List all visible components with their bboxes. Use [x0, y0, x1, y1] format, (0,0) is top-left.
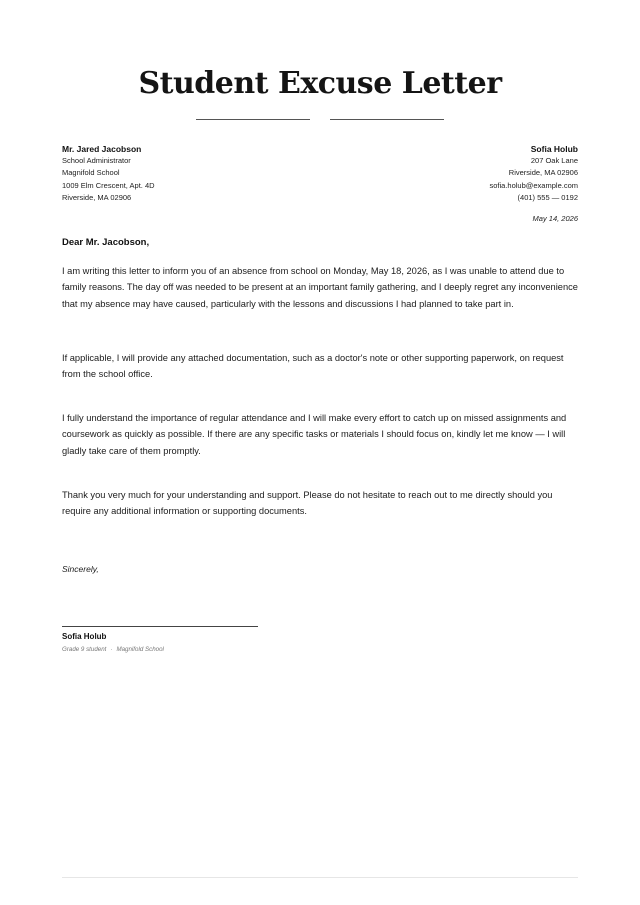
body-paragraph-1: I am writing this letter to inform you of an absence from school on Monday, May 18, 2026, as I was unable to attend due to family reasons. The day off was needed to be present at an important family gathering, and I deeply regret any inconvenience that my absence may have caused, particularly with the lessons and discussions I had planned to take part in.: [62, 266, 578, 309]
sender-name: Sofia Holub: [530, 144, 578, 154]
signature-role: Grade 9 student: [62, 646, 107, 653]
recipient-city: Riverside, MA 02906: [62, 193, 132, 203]
recipient-address-block: [62, 143, 312, 205]
letter-page: [62, 0, 578, 905]
signature-details: [62, 645, 164, 655]
recipient-name: Mr. Jared Jacobson: [62, 144, 142, 154]
recipient-street: 1009 Elm Crescent, Apt. 4D: [62, 180, 155, 190]
closing: Sincerely,: [62, 564, 99, 574]
sender-street: 207 Oak Lane: [530, 156, 578, 165]
salutation: Dear Mr. Jacobson,: [62, 237, 150, 248]
signature-line: [62, 626, 258, 627]
body-paragraph-2: If applicable, I will provide any attached documentation, such as a doctor's note or other supporting paperwork, on request from the school office.: [62, 353, 564, 380]
title-divider-right: [330, 119, 444, 120]
recipient-title: School Administrator: [62, 156, 131, 165]
sender-email: sofia.holub@example.com: [489, 180, 578, 190]
page-title: Student Excuse Letter: [138, 66, 502, 101]
signature-separator: ·: [110, 646, 113, 653]
sender-city: Riverside, MA 02906: [508, 168, 578, 178]
sender-phone: (401) 555 — 0192: [517, 193, 578, 203]
letter-date: May 14, 2026: [532, 214, 578, 223]
recipient-school: Magnifold School: [62, 168, 120, 178]
footer-divider: [62, 877, 578, 878]
body-paragraph-3: I fully understand the importance of regular attendance and I will make every effort to catch up on missed assignments and coursework as quickly as possible. If there are any specific tasks or materials I should focus on, kindly let me know — I will gladly take care of them promptly.: [62, 413, 567, 456]
signature-name: Sofia Holub: [62, 632, 107, 641]
title-divider-left: [196, 119, 310, 120]
signature-school: Magnifold School: [116, 646, 164, 653]
sender-address-block: [328, 143, 578, 205]
body-paragraph-4: Thank you very much for your understanding and support. Please do not hesitate to reach out to me directly should you require any additional information or supporting documents.: [62, 490, 553, 517]
